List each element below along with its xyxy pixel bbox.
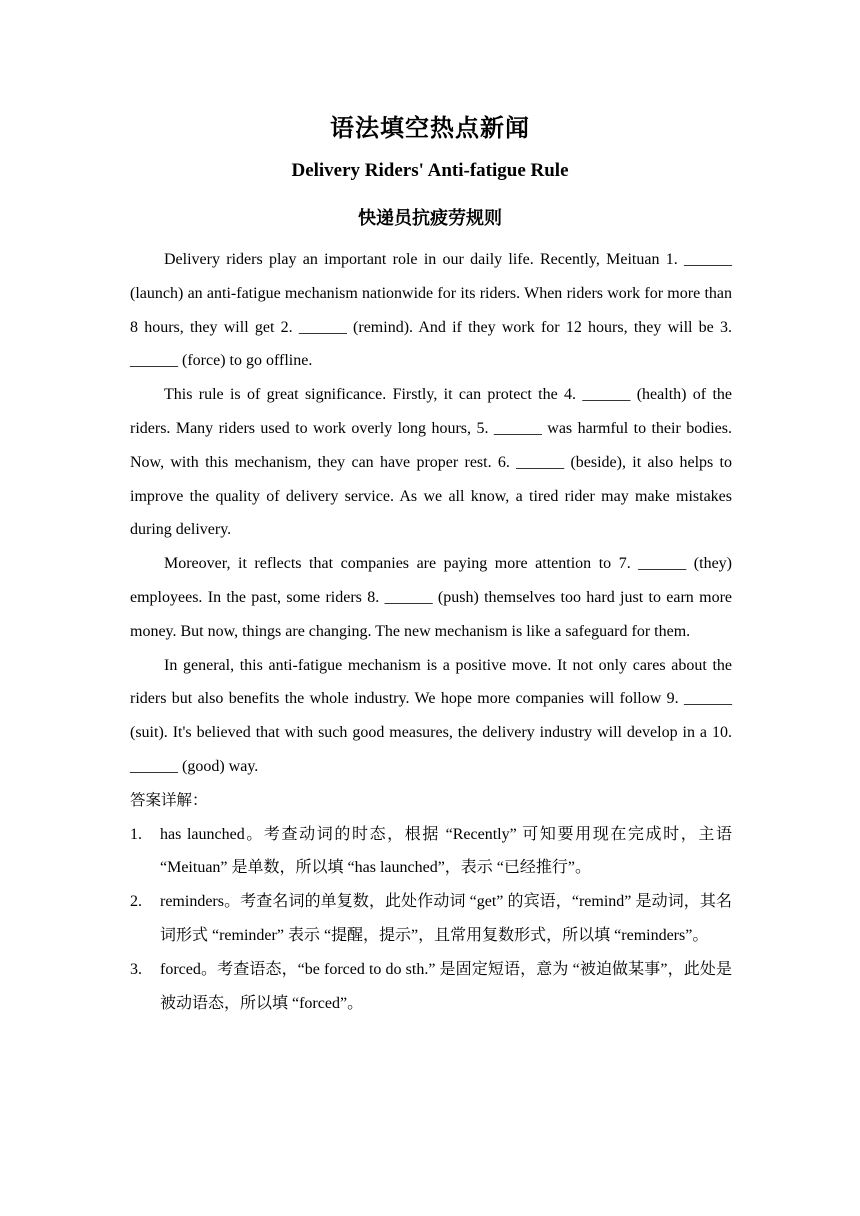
answer-text: has launched。考查动词的时态，根据 “Recently” 可知要用现在完成时，主语 “Meituan” 是单数，所以填 “has launched”，表示 “已经推行”。 (160, 825, 732, 877)
answer-number: 3. (130, 960, 142, 978)
answers-heading: 答案详解： (130, 790, 208, 809)
chinese-subtitle: 快递员抗疲劳规则 (358, 208, 502, 229)
answer-text: forced。考查语态，“be forced to do sth.” 是固定短语，意为 “被迫做某事”，此处是被动语态，所以填 “forced”。 (160, 960, 732, 1012)
answer-text: reminders。考查名词的单复数，此处作动词 “get” 的宾语，“remind” 是动词，其名词形式 “reminder” 表示 “提醒，提示”，且常用复数形式，所以填 “reminders”。 (160, 893, 732, 944)
answer-item (130, 818, 732, 886)
article-paragraph-2: This rule is of great significance. Firstly, it can protect the 4. ______ (health) of the riders. Many riders used to work overly long hours, 5. ______ was harmful to their bodies. Now, with this mechanism, they can have proper rest. 6. ______ (beside), it also helps to improve the quality of delivery service. As we all know, a tired rider may make mistakes during delivery. (130, 386, 732, 539)
answer-item (130, 885, 732, 953)
article-paragraph-3: Moreover, it reflects that companies are paying more attention to 7. ______ (they) employees. In the past, some riders 8. ______ (push) themselves too hard just to earn more money. But now, things are changing. The new mechanism is like a safeguard for them. (130, 555, 732, 640)
article-paragraph-4: In general, this anti-fatigue mechanism is a positive move. It not only cares about the riders but also benefits the whole industry. We hope more companies will follow 9. ______ (suit). It's believed that with such good measures, the delivery industry will develop in a 10. ______ (good) way. (130, 656, 732, 775)
answer-item (130, 953, 732, 1021)
document-body (130, 243, 732, 1020)
answer-number: 1. (130, 825, 142, 843)
english-subtitle: Delivery Riders' Anti-fatigue Rule (291, 160, 569, 181)
answer-number: 2. (130, 893, 142, 911)
article-paragraph-1: Delivery riders play an important role in our daily life. Recently, Meituan 1. ______ (launch) an anti-fatigue mechanism nationwide for its riders. When riders work for more than 8 hours, they will get 2. ______ (remind). And if they work for 12 hours, they will be 3. ______ (force) to go offline. (130, 251, 732, 370)
answer-list (130, 818, 732, 1021)
document-title: 语法填空热点新闻 (330, 114, 530, 142)
